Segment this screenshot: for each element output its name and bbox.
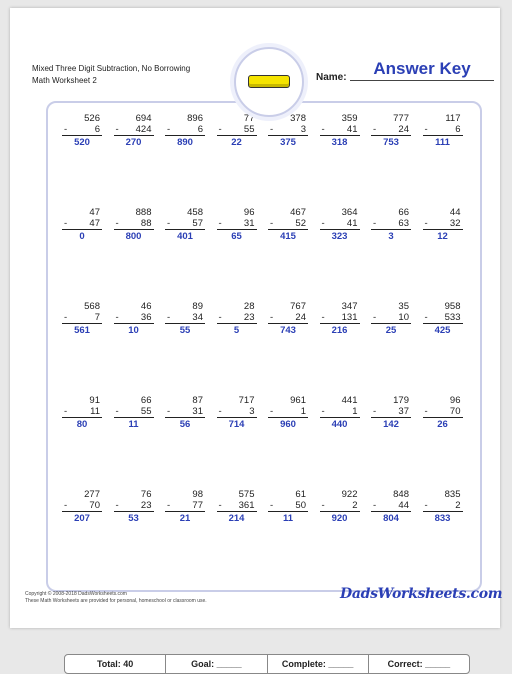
answer: 53 — [128, 513, 139, 524]
answer: 11 — [128, 419, 139, 430]
subtrahend: 23 — [140, 500, 152, 511]
problem — [62, 113, 102, 149]
minuend: 526 — [84, 113, 100, 124]
problem — [62, 207, 102, 243]
subtrahend: 131 — [341, 312, 358, 323]
subtrahend: 2 — [455, 500, 461, 511]
minuend: 96 — [449, 395, 461, 406]
subtrahend-row — [423, 406, 463, 418]
minus-sign: - — [218, 124, 222, 135]
minus-sign: - — [167, 500, 171, 511]
minus-sign: - — [270, 124, 274, 135]
subtrahend-row — [114, 406, 154, 418]
minus-sign: - — [321, 218, 325, 229]
minuend: 922 — [341, 489, 358, 500]
badge-ring — [234, 47, 304, 117]
subtrahend: 70 — [449, 406, 461, 417]
minuend: 46 — [140, 301, 152, 312]
subtrahend-row — [423, 218, 463, 230]
subtrahend: 1 — [300, 406, 306, 417]
answer: 753 — [383, 137, 399, 148]
minuend: 467 — [290, 207, 306, 218]
subtrahend-row — [371, 124, 411, 136]
minuend: 89 — [192, 301, 203, 312]
answer: 375 — [280, 137, 296, 148]
minus-sign: - — [167, 312, 171, 323]
subtrahend: 2 — [352, 500, 358, 511]
dadsworksheets-logo[interactable]: DadsWorksheets.com — [340, 586, 503, 602]
answer: 56 — [179, 419, 191, 430]
minuend: 61 — [295, 489, 306, 500]
subtrahend: 31 — [192, 406, 203, 417]
subtrahend-row — [62, 312, 102, 324]
minuend: 347 — [341, 301, 358, 312]
minus-sign: - — [167, 218, 171, 229]
problem — [371, 301, 411, 337]
minus-sign: - — [270, 406, 274, 417]
complete-cell: Complete: _____ — [268, 655, 369, 673]
subtrahend-row — [114, 124, 154, 136]
minuend: 694 — [135, 113, 152, 124]
problem — [114, 489, 154, 525]
answer: 25 — [385, 325, 397, 336]
minus-sign: - — [424, 124, 428, 135]
minuend: 717 — [238, 395, 255, 406]
problem — [217, 301, 257, 337]
minuend: 378 — [290, 113, 306, 124]
answer: 520 — [74, 137, 90, 148]
problem — [217, 489, 257, 525]
minus-sign: - — [64, 500, 68, 511]
problem — [165, 301, 205, 337]
minuend: 98 — [192, 489, 203, 500]
minuend: 66 — [140, 395, 152, 406]
subtrahend-row — [114, 218, 154, 230]
problem — [371, 489, 411, 525]
copyright-line-2: These Math Worksheets are provided for personal, homeschool or classroom use. — [25, 598, 207, 604]
name-label: Name: — [316, 72, 347, 83]
minus-sign: - — [218, 312, 222, 323]
minus-sign: - — [321, 406, 325, 417]
minus-sign: - — [424, 218, 428, 229]
problem — [423, 113, 463, 149]
subtrahend: 36 — [140, 312, 152, 323]
subtrahend-row — [320, 312, 360, 324]
answer: 561 — [74, 325, 90, 336]
answer: 22 — [231, 137, 242, 148]
title-line-1: Mixed Three Digit Subtraction, No Borrowing — [32, 64, 191, 73]
subtrahend-row — [114, 500, 154, 512]
problem — [268, 301, 308, 337]
minus-sign: - — [373, 218, 377, 229]
minuend: 958 — [444, 301, 461, 312]
minus-sign: - — [373, 124, 377, 135]
answer: 142 — [383, 419, 399, 430]
problem — [268, 489, 308, 525]
problem — [114, 301, 154, 337]
subtrahend-row — [268, 500, 308, 512]
subtrahend: 361 — [238, 500, 255, 511]
minus-sign: - — [115, 500, 119, 511]
problem — [371, 113, 411, 149]
minus-sign: - — [115, 218, 119, 229]
answer: 65 — [231, 231, 242, 242]
minus-sign: - — [218, 406, 222, 417]
score-footer — [64, 654, 470, 674]
answer: 26 — [437, 419, 448, 430]
problem — [62, 489, 102, 525]
subtrahend-row — [320, 500, 360, 512]
subtrahend: 1 — [352, 406, 358, 417]
problem — [320, 113, 360, 149]
subtrahend: 533 — [444, 312, 461, 323]
subtrahend: 47 — [89, 218, 100, 229]
copyright-line-1: Copyright © 2008-2018 DadsWorksheets.com — [25, 591, 127, 597]
subtrahend: 11 — [90, 406, 100, 417]
subtrahend: 63 — [398, 218, 409, 229]
subtrahend-row — [62, 218, 102, 230]
subtrahend: 41 — [346, 218, 358, 229]
answer: 425 — [434, 325, 451, 336]
total-cell: Total: 40 — [65, 655, 166, 673]
subtrahend: 44 — [398, 500, 409, 511]
minuend: 35 — [398, 301, 409, 312]
answer: 440 — [331, 419, 348, 430]
minuend: 896 — [187, 113, 203, 124]
minuend: 179 — [393, 395, 409, 406]
problem — [165, 207, 205, 243]
subtrahend-row — [217, 218, 257, 230]
subtrahend-row — [217, 124, 257, 136]
minuend: 777 — [393, 113, 409, 124]
subtrahend-row — [371, 500, 411, 512]
minuend: 359 — [341, 113, 358, 124]
answer: 80 — [76, 419, 88, 430]
subtrahend-row — [320, 124, 360, 136]
subtrahend: 37 — [398, 406, 409, 417]
subtrahend: 57 — [192, 218, 203, 229]
worksheet-page — [10, 8, 503, 669]
subtrahend: 34 — [192, 312, 203, 323]
minuend: 87 — [192, 395, 203, 406]
subtrahend-row — [114, 312, 154, 324]
problem — [165, 113, 205, 149]
problem — [114, 113, 154, 149]
subtrahend: 55 — [140, 406, 152, 417]
minuend: 568 — [84, 301, 100, 312]
problem — [371, 207, 411, 243]
answer: 804 — [383, 513, 399, 524]
minus-sign: - — [321, 312, 325, 323]
subtrahend: 6 — [455, 124, 461, 135]
minus-sign: - — [373, 406, 377, 417]
answer: 214 — [228, 513, 245, 524]
answer: 323 — [331, 231, 348, 242]
problem — [423, 207, 463, 243]
answer: 12 — [437, 231, 448, 242]
subtrahend-row — [371, 406, 411, 418]
minus-sign: - — [424, 500, 428, 511]
subtrahend: 7 — [94, 312, 100, 323]
minuend: 458 — [187, 207, 203, 218]
subtrahend: 50 — [295, 500, 306, 511]
problem — [371, 395, 411, 431]
subtrahend-row — [165, 124, 205, 136]
minuend: 767 — [290, 301, 306, 312]
goal-cell: Goal: _____ — [166, 655, 267, 673]
minuend: 441 — [341, 395, 358, 406]
problem — [423, 301, 463, 337]
subtrahend: 10 — [398, 312, 409, 323]
subtrahend: 88 — [140, 218, 152, 229]
problem — [217, 207, 257, 243]
subtrahend-row — [268, 124, 308, 136]
problem — [62, 395, 102, 431]
copyright-notice — [25, 591, 305, 605]
minus-sign: - — [115, 312, 119, 323]
answer: 401 — [177, 231, 193, 242]
problem — [114, 395, 154, 431]
subtrahend-row — [217, 500, 257, 512]
minuend: 91 — [89, 395, 100, 406]
minuend: 117 — [445, 113, 461, 124]
subtrahend-row — [423, 124, 463, 136]
answer: 415 — [280, 231, 296, 242]
correct-cell: Correct: _____ — [387, 659, 451, 669]
problem — [62, 301, 102, 337]
problem — [268, 113, 308, 149]
minus-sign: - — [218, 218, 222, 229]
answer: 207 — [74, 513, 90, 524]
problem — [217, 395, 257, 431]
minus-sign: - — [424, 312, 428, 323]
problem — [165, 489, 205, 525]
subtrahend: 55 — [243, 124, 255, 135]
minuend: 835 — [444, 489, 461, 500]
problem — [268, 207, 308, 243]
problem — [217, 113, 257, 149]
answer: 3 — [388, 231, 394, 242]
subtrahend-row — [165, 218, 205, 230]
minus-sign: - — [270, 500, 274, 511]
subtrahend-row — [423, 312, 463, 324]
subtrahend: 6 — [197, 124, 203, 135]
problem — [268, 395, 308, 431]
subtrahend-row — [371, 218, 411, 230]
subtrahend: 32 — [449, 218, 461, 229]
answer: 800 — [125, 231, 142, 242]
subtrahend-row — [62, 500, 102, 512]
minus-sign: - — [321, 500, 325, 511]
subtrahend-row — [165, 312, 205, 324]
answer: 55 — [179, 325, 191, 336]
minuend: 575 — [238, 489, 255, 500]
answer: 5 — [233, 325, 240, 336]
subtrahend-row — [62, 406, 102, 418]
minuend: 47 — [89, 207, 100, 218]
subtrahend-row — [268, 312, 308, 324]
subtrahend-row — [217, 406, 257, 418]
minuend: 888 — [135, 207, 152, 218]
subtrahend: 3 — [300, 124, 306, 135]
subtrahend: 3 — [249, 406, 255, 417]
answer: 21 — [179, 513, 191, 524]
subtrahend: 41 — [346, 124, 358, 135]
minus-sign: - — [270, 312, 274, 323]
problem — [165, 395, 205, 431]
problem — [423, 395, 463, 431]
subtrahend: 6 — [94, 124, 100, 135]
answer: 743 — [280, 325, 296, 336]
answer-key-heading: Answer Key — [350, 59, 494, 81]
answer: 318 — [331, 137, 348, 148]
problem — [114, 207, 154, 243]
subtrahend-row — [165, 406, 205, 418]
minus-sign: - — [270, 218, 274, 229]
minus-sign: - — [64, 406, 68, 417]
gold-bar-icon — [248, 75, 290, 88]
minuend: 848 — [393, 489, 409, 500]
subtrahend: 77 — [192, 500, 203, 511]
subtrahend-row — [423, 500, 463, 512]
subtrahend: 70 — [89, 500, 100, 511]
subtrahend: 24 — [398, 124, 409, 135]
minus-sign: - — [218, 500, 222, 511]
subtrahend-row — [268, 406, 308, 418]
subtrahend: 23 — [243, 312, 255, 323]
minuend: 77 — [243, 113, 255, 124]
subtrahend: 24 — [295, 312, 306, 323]
minuend: 66 — [398, 207, 409, 218]
answer: 714 — [228, 419, 245, 430]
minus-sign: - — [115, 124, 119, 135]
minus-sign: - — [115, 406, 119, 417]
answer: 890 — [177, 137, 193, 148]
answer: 920 — [331, 513, 348, 524]
minus-sign: - — [167, 124, 171, 135]
minus-sign: - — [64, 218, 68, 229]
subtrahend: 31 — [243, 218, 255, 229]
subtrahend: 424 — [135, 124, 152, 135]
answer: 270 — [125, 137, 142, 148]
worksheet-title — [32, 63, 232, 87]
minuend: 76 — [140, 489, 152, 500]
subtrahend-row — [62, 124, 102, 136]
minuend: 277 — [84, 489, 100, 500]
answer: 0 — [79, 231, 85, 242]
subtrahend-row — [371, 312, 411, 324]
problem — [320, 395, 360, 431]
subtrahend-row — [320, 406, 360, 418]
title-line-2: Math Worksheet 2 — [32, 76, 97, 85]
minuend: 364 — [341, 207, 358, 218]
problem — [320, 301, 360, 337]
answer: 11 — [282, 513, 294, 524]
problem — [320, 489, 360, 525]
answer: 10 — [128, 325, 139, 336]
subtrahend: 52 — [295, 218, 306, 229]
minuend: 44 — [449, 207, 461, 218]
subtrahend-row — [320, 218, 360, 230]
problem — [320, 207, 360, 243]
answer: 111 — [435, 137, 450, 148]
subtrahend-row — [268, 218, 308, 230]
minuend: 961 — [290, 395, 306, 406]
minus-sign: - — [424, 406, 428, 417]
minus-sign: - — [64, 312, 68, 323]
minuend: 96 — [243, 207, 255, 218]
minus-sign: - — [373, 312, 377, 323]
subtrahend-row — [165, 500, 205, 512]
minus-sign: - — [64, 124, 68, 135]
minuend: 28 — [243, 301, 255, 312]
answer: 960 — [280, 419, 296, 430]
minus-sign: - — [321, 124, 325, 135]
answer: 216 — [331, 325, 348, 336]
subtrahend-row — [217, 312, 257, 324]
problem — [423, 489, 463, 525]
answer: 833 — [434, 513, 451, 524]
minus-sign: - — [167, 406, 171, 417]
minus-sign: - — [373, 500, 377, 511]
